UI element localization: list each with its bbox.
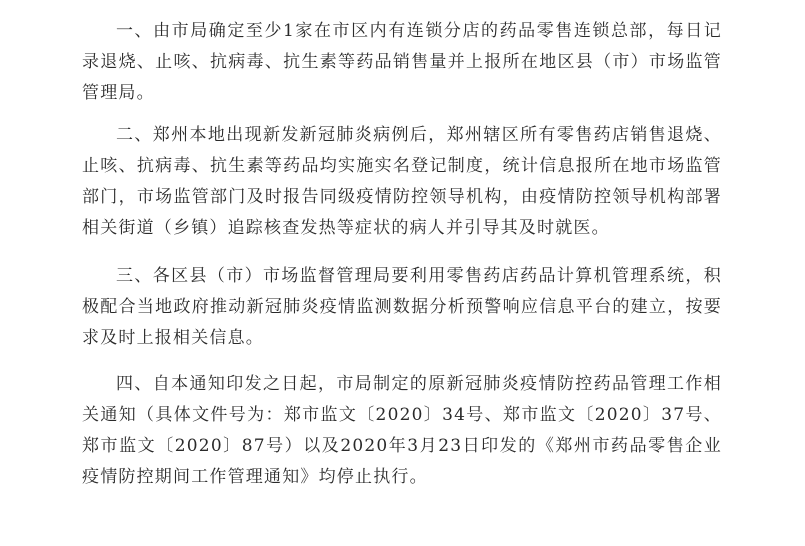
paragraph-1: 一、由市局确定至少1家在市区内有连锁分店的药品零售连锁总部，每日记录退烧、止咳、抗病毒、抗生素等药品销售量并上报所在地区县（市）市场监管管理局。 [82, 21, 722, 103]
paragraph-2: 二、郑州本地出现新发新冠肺炎病例后，郑州辖区所有零售药店销售退烧、止咳、抗病毒、抗生素等药品均实施实名登记制度，统计信息报所在地市场监管部门，市场监管部门及时报告同级疫情防控领导机构，由疫情防控领导机构部署相关街道（乡镇）追踪核查发热等症状的病人并引导其及时就医。 [82, 125, 722, 238]
paragraph-4: 四、自本通知印发之日起，市局制定的原新冠肺炎疫情防控药品管理工作相关通知（具体文件号为：郑市监文〔2020〕34号、郑市监文〔2020〕37号、郑市监文〔2020〕87号）以及2020年3月23日印发的《郑州市药品零售企业疫情防控期间工作管理通知》均停止执行。 [82, 374, 722, 487]
paragraph-3: 三、各区县（市）市场监督管理局要利用零售药店药品计算机管理系统，积极配合当地政府推动新冠肺炎疫情监测数据分析预警响应信息平台的建立，按要求及时上报相关信息。 [82, 266, 722, 348]
